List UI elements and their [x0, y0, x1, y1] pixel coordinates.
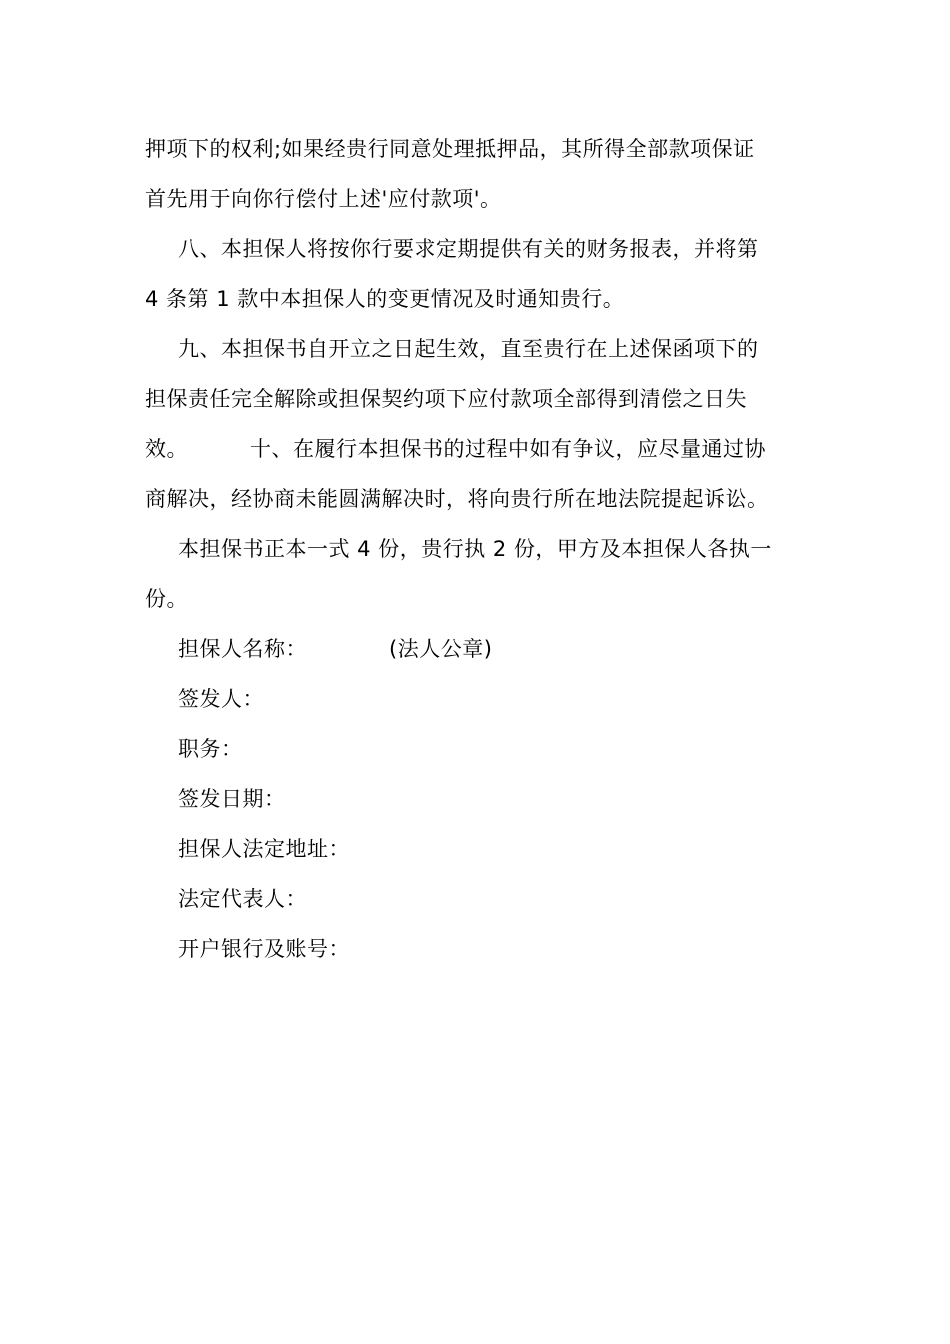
clause-nine-end: 效。 — [145, 437, 188, 461]
clause-eight-line: 八、本担保人将按你行要求定期提供有关的财务报表，并将第 — [178, 237, 759, 261]
clause-ten-start: 十、在履行本担保书的过程中如有争议，应尽量通过协 — [250, 437, 766, 461]
clause-nine-ten-line — [145, 424, 807, 474]
paragraph-line: 押项下的权利;如果经贵行同意处理抵押品，其所得全部款项保证 — [145, 137, 755, 161]
clause-ten-line: 商解决，经协商未能圆满解决时，将向贵行所在地法院提起诉讼。 — [145, 487, 769, 511]
legal-rep-label: 法定代表人： — [178, 887, 307, 911]
guarantor-name-label: 担保人名称： — [178, 637, 307, 661]
copies-line: 本担保书正本一式 4 份，贵行执 2 份，甲方及本担保人各执一 — [178, 537, 772, 561]
legal-address-label: 担保人法定地址： — [178, 837, 350, 861]
guarantor-name-row — [145, 624, 807, 674]
issuer-label: 签发人： — [178, 687, 264, 711]
seal-label: (法人公章) — [389, 637, 493, 661]
clause-nine-line: 九、本担保书自开立之日起生效，直至贵行在上述保函项下的 — [178, 337, 759, 361]
copies-line: 份。 — [145, 587, 188, 611]
issue-date-label: 签发日期： — [178, 787, 286, 811]
bank-account-label: 开户银行及账号： — [178, 937, 350, 961]
clause-eight-line: 4 条第 1 款中本担保人的变更情况及时通知贵行。 — [145, 287, 625, 311]
position-label: 职务： — [178, 737, 243, 761]
paragraph-line: 首先用于向你行偿付上述'应付款项'。 — [145, 187, 502, 211]
clause-nine-line: 担保责任完全解除或担保契约项下应付款项全部得到清偿之日失 — [145, 387, 747, 411]
document-body — [145, 124, 807, 974]
